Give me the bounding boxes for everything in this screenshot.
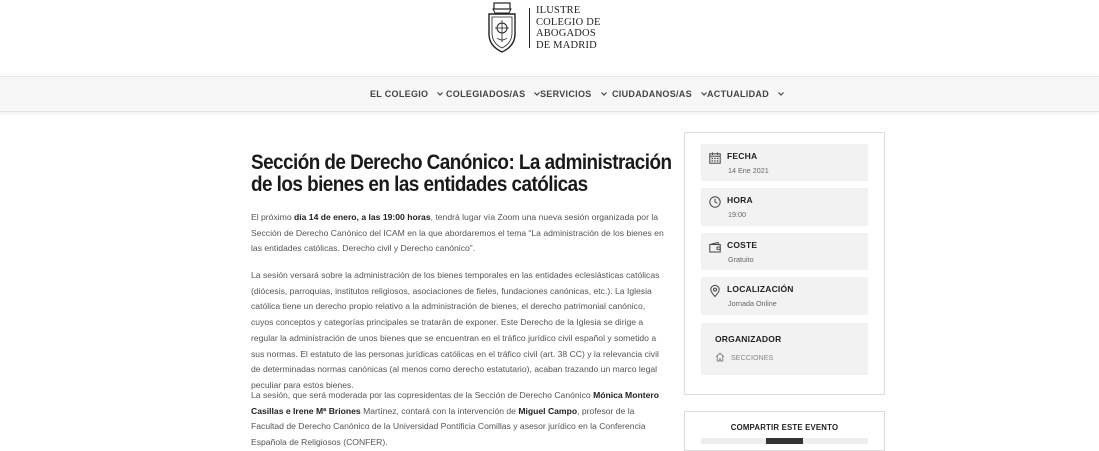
logo-line-3: DE MADRID xyxy=(535,39,597,51)
article-paragraph-2: La sesión versará sobre la administración de los bienes temporales en las entidades eclesiásticas católicas (diócesis, parroquias, institutos religiosos, asociaciones de fieles, fundaciones canónicas, etc.). La Iglesia católica tiene un derecho propio relativo a la administración de bienes, el derecho patrimonial canónico, cuyos conceptos y categorías principales se tratarán de exponer. Este Derecho de la Iglesia se dirige a regular la administración de unos bienes que se encuentran en el tráfico jurídico civil español y sometido a sus normas. El estatuto de las personas jurídicas católicas en el tráfico civil (art. 38 CC) y la relevancia civil de determinadas normas canónicas (al menos como derecho estatutario), acaban trazando un marco legal peculiar para estos bienes. xyxy=(251,270,660,390)
info-label: LOCALIZACIÓN xyxy=(727,284,794,294)
info-value: Gratuito xyxy=(728,255,754,264)
info-card-hora xyxy=(701,188,868,226)
site-header xyxy=(0,0,1099,76)
page-title: Sección de Derecho Canónico: La administración de los bienes en las entidades católicas xyxy=(251,151,672,196)
info-label: COSTE xyxy=(727,240,758,250)
clock-icon xyxy=(709,196,721,208)
chevron-down-icon xyxy=(600,90,608,98)
text: , profesor de la Facultad de Derecho Canónico de la Universidad Pontificia Comillas y asesor jurídico en la Conferencia Española de Religiosos (CONFER). xyxy=(251,405,646,448)
article-paragraph-1 xyxy=(251,210,669,257)
info-card-localizacion xyxy=(701,277,868,315)
nav-item-label: COLEGIADOS/AS xyxy=(446,89,526,99)
nav-item-label: ACTUALIDAD xyxy=(707,89,769,99)
organizer-link-label: SECCIONES xyxy=(731,352,774,362)
moderators-highlight: Mónica Montero Casillas e Irene Mª Briones xyxy=(251,390,659,416)
crest-icon xyxy=(485,2,519,54)
share-label: COMPARTIR ESTE EVENTO xyxy=(730,423,839,432)
nav-item-colegiados[interactable] xyxy=(446,77,541,111)
event-date-highlight: día 14 de enero, a las 19:00 horas xyxy=(293,212,431,222)
share-buttons[interactable] xyxy=(701,438,868,444)
share-button[interactable] xyxy=(766,438,803,444)
home-icon xyxy=(715,352,725,362)
wallet-icon xyxy=(709,241,721,253)
info-label: ORGANIZADOR xyxy=(715,334,782,344)
info-label: FECHA xyxy=(727,151,758,161)
article-paragraph-3 xyxy=(251,388,669,451)
chevron-down-icon xyxy=(777,90,785,98)
text: , tendrá lugar vía Zoom una nueva sesión organizada por la Sección de Derecho Canónico del ICAM en la que abordaremos el tema “La administración de los bienes en las entidades católicas. Derecho civil y Derecho canónico”. xyxy=(251,212,664,254)
location-pin-icon xyxy=(709,285,721,297)
text: Martínez, contará con la intervención de xyxy=(360,405,519,416)
info-value: 14 Ene 2021 xyxy=(728,166,769,175)
text: La sesión, que será moderada por las copresidentas de la Sección de Derecho Canónico xyxy=(251,390,594,400)
share-panel xyxy=(684,411,885,451)
nav-item-label: SERVICIOS xyxy=(540,89,592,99)
nav-item-label: EL COLEGIO xyxy=(370,89,429,99)
chevron-down-icon xyxy=(436,90,444,98)
text: El próximo xyxy=(251,212,294,222)
logo-line-2: COLEGIO DE ABOGADOS xyxy=(535,16,601,39)
nav-item-actualidad[interactable] xyxy=(707,77,785,111)
calendar-icon xyxy=(709,152,721,164)
main-nav xyxy=(0,76,1099,112)
info-card-fecha xyxy=(701,144,868,181)
info-value: Jornada Online xyxy=(728,299,777,308)
nav-item-label: CIUDADANOS/AS xyxy=(612,89,692,99)
site-logo[interactable] xyxy=(485,2,655,54)
logo-text xyxy=(536,5,655,51)
nav-item-el-colegio[interactable] xyxy=(370,77,444,111)
logo-line-1: ILUSTRE xyxy=(535,5,581,16)
speaker-highlight: Miguel Campo xyxy=(518,405,578,416)
organizer-link[interactable] xyxy=(715,352,773,362)
logo-divider xyxy=(529,8,530,48)
nav-item-ciudadanos[interactable] xyxy=(612,77,708,111)
info-value: 19:00 xyxy=(728,210,746,219)
info-card-organizador xyxy=(701,323,868,375)
info-label: HORA xyxy=(727,195,753,205)
info-card-coste xyxy=(701,233,868,270)
nav-item-servicios[interactable] xyxy=(540,77,608,111)
